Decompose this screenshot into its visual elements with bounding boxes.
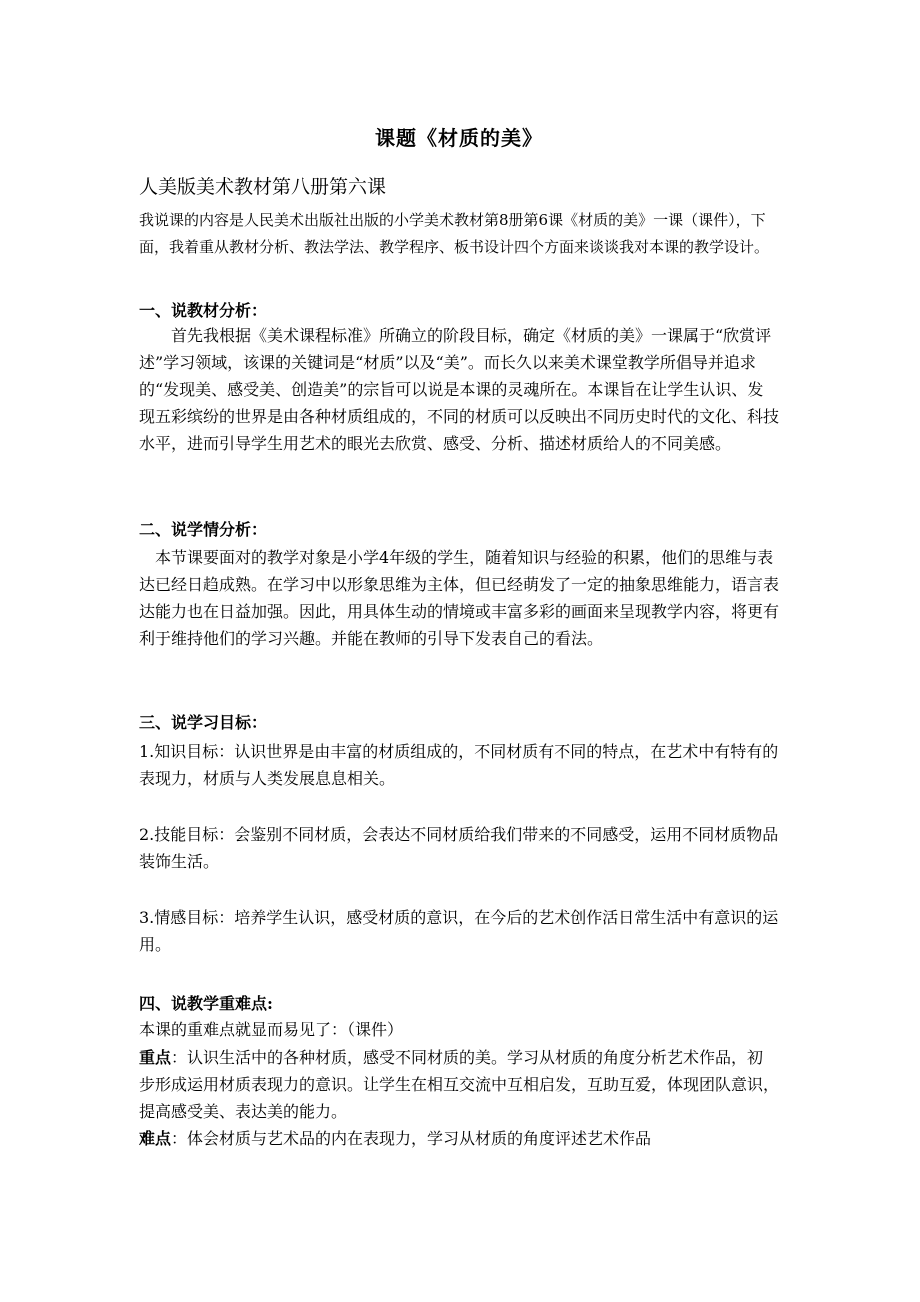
section-1-body: 首先我根据《美术课程标准》所确立的阶段目标，确定《材质的美》一课属于“欣赏评述”学习领域，该课的关键词是“材质”以及“美”。而长久以来美术课堂教学所倡导并追求的“发现美、感受美、创造美”的宗旨可以说是本课的灵魂所在。本课旨在让学生认识、发现五彩缤纷的世界是由各种材质组成的，不同的材质可以反映出不同历史时代的文化、科技水平，进而引导学生用艺术的眼光去欣赏、感受、分析、描述材质给人的不同美感。 xyxy=(139,326,780,453)
document-subtitle: 人美版美术教材第八册第六课 xyxy=(139,176,387,198)
section-4-heading: 四、说教学重难点: xyxy=(139,994,273,1013)
difficult-point-paragraph xyxy=(139,1125,779,1152)
section-3-heading: 三、说学习目标： xyxy=(139,713,268,732)
section-2-heading: 二、说学情分析： xyxy=(139,520,268,539)
document-title: 课题《材质的美》 xyxy=(375,126,543,150)
difficult-point-label: 难点 xyxy=(139,1129,172,1148)
section-1-heading: 一、说教材分析： xyxy=(139,301,268,320)
key-point-text: ：认识生活中的各种材质，感受不同材质的美。学习从材质的角度分析艺术作品，初步形成运用材质表现力的意识。让学生在相互交流中互相启发，互助互爱，体现团队意识，提高感受美、表达美的能力。 xyxy=(139,1048,780,1121)
key-point-label: 重点 xyxy=(139,1048,172,1067)
difficult-point-text: ：体会材质与艺术品的内在表现力，学习从材质的角度评述艺术作品 xyxy=(171,1129,652,1148)
goal-skill: 2.技能目标：会鉴别不同材质，会表达不同材质给我们带来的不同感受，运用不同材质物品装饰生活。 xyxy=(139,825,779,871)
intro-paragraph: 我说课的内容是人民美术出版社出版的小学美术教材第8册第6课《材质的美》一课（课件），下面，我着重从教材分析、教法学法、教学程序、板书设计四个方面来谈谈我对本课的教学设计。 xyxy=(139,211,770,256)
goal-knowledge: 1.知识目标：认识世界是由丰富的材质组成的，不同材质有不同的特点，在艺术中有特有的表现力，材质与人类发展息息相关。 xyxy=(139,742,779,788)
section-2-body: 本节课要面对的教学对象是小学4年级的学生，随着知识与经验的积累，他们的思维与表达已经日趋成熟。在学习中以形象思维为主体，但已经萌发了一定的抽象思维能力，语言表达能力也在日益加强。因此，用具体生动的情境或丰富多彩的画面来呈现教学内容，将更有利于维持他们的学习兴趣。并能在教师的引导下发表自己的看法。 xyxy=(139,548,780,648)
goal-emotion: 3.情感目标：培养学生认识，感受材质的意识，在今后的艺术创作活日常生活中有意识的运用。 xyxy=(139,908,779,954)
key-point-paragraph xyxy=(139,1044,779,1125)
section-4-lead: 本课的重难点就显而易见了：（课件） xyxy=(139,1020,404,1039)
